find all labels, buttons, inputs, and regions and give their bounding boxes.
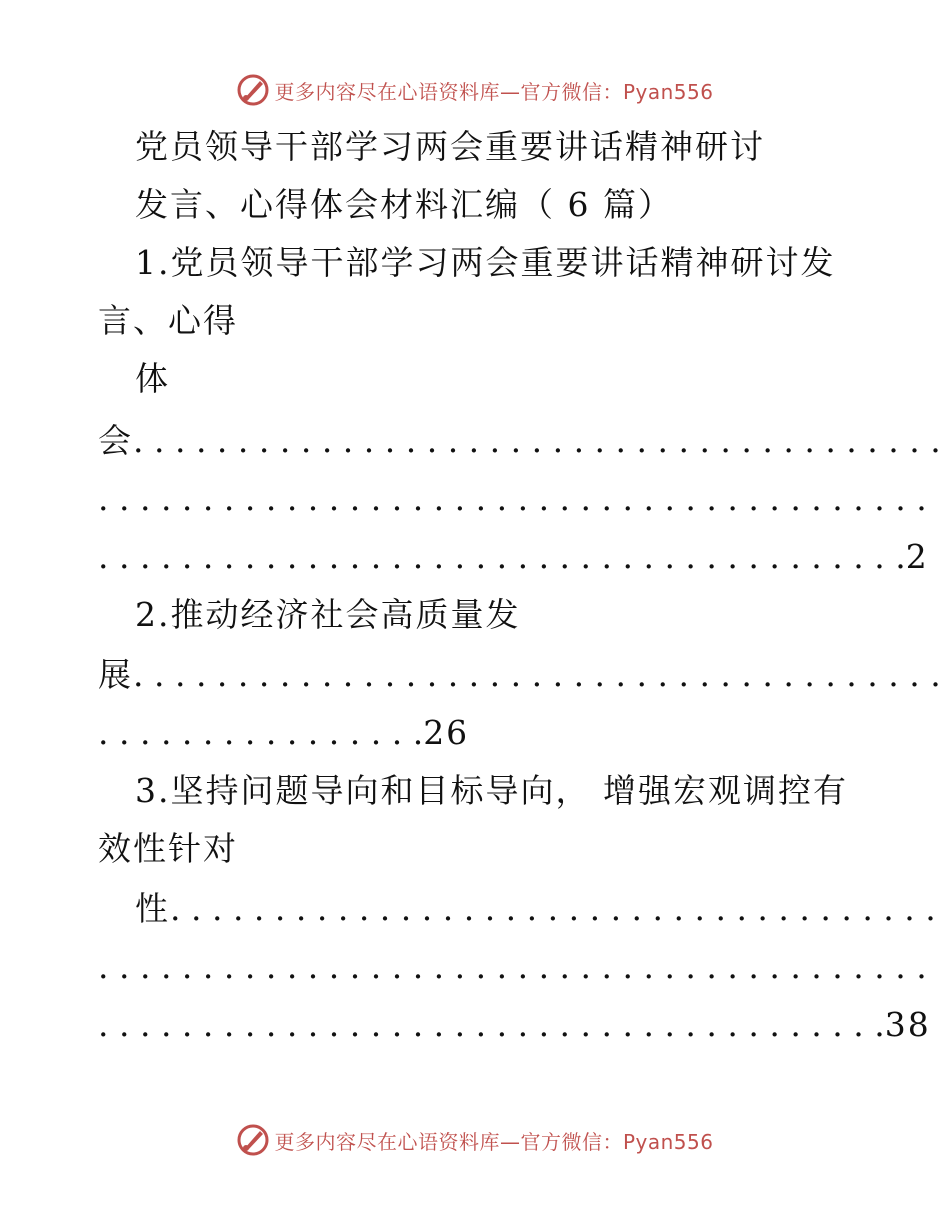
toc-item-1-line-4[interactable]	[98, 419, 941, 463]
toc-item-1-page-line[interactable]	[98, 535, 929, 579]
dot-leader: . . . . . . . . . . . . . . . . . . . . . . . . . . . . . . . . . . . . . .	[98, 1005, 885, 1044]
toc-item-2-page-number: 26	[423, 713, 470, 752]
toc-item-3-line-1[interactable]: 3.坚持问题导向和目标导向， 增强宏观调控有	[135, 771, 848, 810]
toc-item-2-page-line[interactable]	[98, 711, 469, 755]
toc-item-3-line-3[interactable]	[135, 887, 936, 931]
toc-item-2-line-2[interactable]	[98, 653, 941, 697]
toc-item-2-last-word: 展	[98, 655, 133, 694]
dot-leader: . . . . . . . . . . . . . . . . . . . . . . . . . . . . . . . . . . . . . . .	[133, 421, 941, 460]
watermark-text: 更多内容尽在心语资料库—官方微信：Pyan556	[274, 1129, 714, 1154]
dot-leader: . . . . . . . . . . . . . . . .	[98, 713, 424, 752]
toc-item-1-line-1[interactable]: 1.党员领导干部学习两会重要讲话精神研讨发	[135, 243, 836, 282]
toc-item-3-page-line[interactable]	[98, 1003, 931, 1047]
watermark-text: 更多内容尽在心语资料库—官方微信：Pyan556	[274, 79, 714, 104]
brush-logo-icon	[236, 1123, 270, 1157]
dot-leader: . . . . . . . . . . . . . . . . . . . . . . . . . . . . . . . . . . . . . . .	[98, 537, 906, 576]
doc-title-line-2: 发言、心得体会材料汇编（ 6 篇）	[135, 185, 673, 224]
toc-item-3-line-2[interactable]: 效性针对	[98, 829, 238, 868]
dot-leader: . . . . . . . . . . . . . . . . . . . . . . . . . . . . . . . . . . . . . . .	[133, 655, 941, 694]
dot-leader: . . . . . . . . . . . . . . . . . . . . . . . . . . . . . . . . . . . . . . . .	[98, 479, 927, 518]
toc-item-1-line-2[interactable]: 言、心得	[98, 301, 238, 340]
toc-item-1-line-3[interactable]: 体	[135, 359, 170, 398]
dot-leader: . . . . . . . . . . . . . . . . . . . . . . . . . . . . . . . . . . . . .	[170, 889, 936, 928]
brush-logo-icon	[236, 73, 270, 107]
toc-item-3-last-word: 性	[135, 889, 170, 928]
toc-item-1-last-word: 会	[98, 421, 133, 460]
toc-item-2-line-1[interactable]: 2.推动经济社会高质量发	[135, 595, 521, 634]
doc-title-line-1: 党员领导干部学习两会重要讲话精神研讨	[135, 127, 765, 166]
toc-item-3-page-number: 38	[884, 1005, 931, 1044]
watermark-footer	[0, 1120, 950, 1160]
toc-item-1-page-number: 2	[905, 537, 929, 576]
watermark-header	[0, 70, 950, 110]
dot-leader: . . . . . . . . . . . . . . . . . . . . . . . . . . . . . . . . . . . . . . . .	[98, 947, 927, 986]
